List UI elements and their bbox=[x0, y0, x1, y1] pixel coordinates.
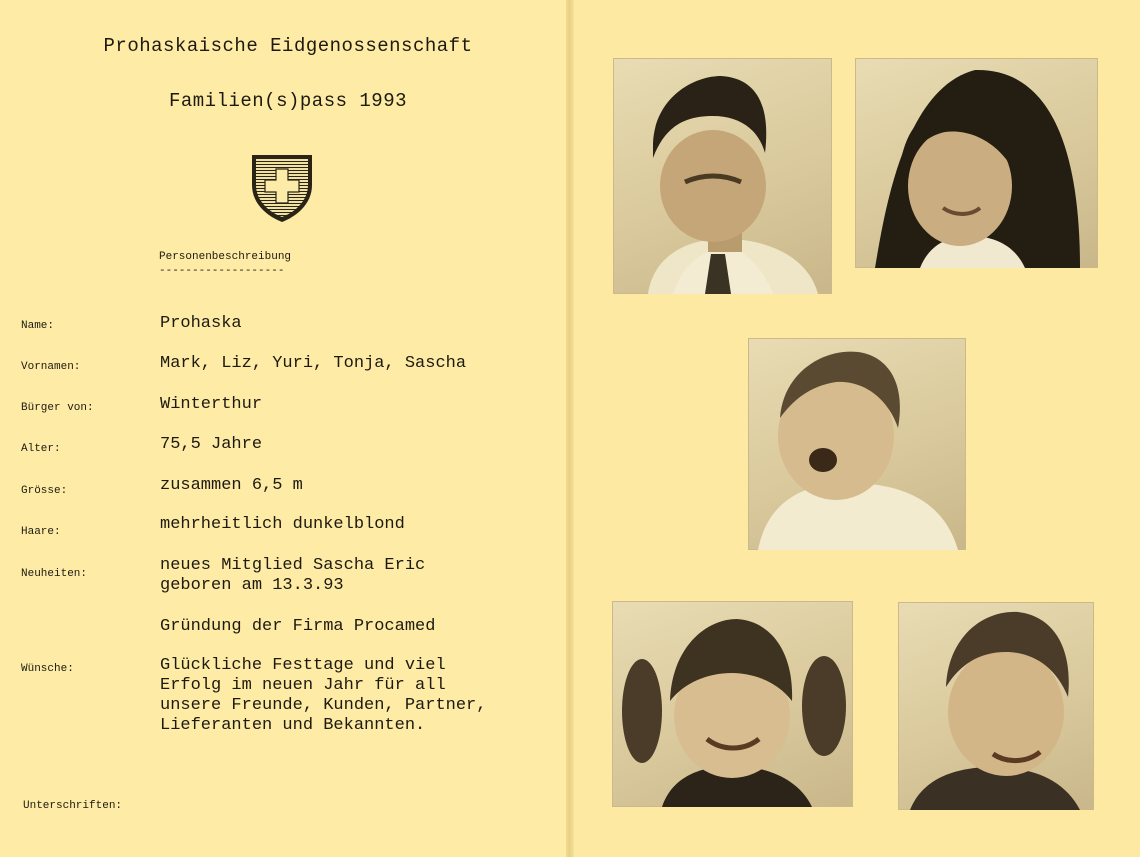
page-fold bbox=[566, 0, 574, 857]
vornamen-label: Vornamen: bbox=[21, 361, 81, 373]
document-subtitle: Familien(s)pass 1993 bbox=[168, 90, 408, 112]
unterschriften-label: Unterschriften: bbox=[23, 800, 123, 812]
photo-father bbox=[613, 58, 832, 294]
wuensche-line-4: Lieferanten und Bekannten. bbox=[160, 716, 426, 735]
photo-mother bbox=[855, 58, 1098, 268]
groesse-label: Grösse: bbox=[21, 485, 68, 497]
name-label: Name: bbox=[21, 320, 55, 332]
section-title: Personenbeschreibung bbox=[159, 251, 292, 263]
haare-value: mehrheitlich dunkelblond bbox=[160, 515, 405, 534]
document-title: Prohaskaische Eidgenossenschaft bbox=[103, 35, 473, 57]
photo-daughter bbox=[612, 601, 853, 807]
section-underline: ------------------- bbox=[159, 265, 285, 277]
alter-label: Alter: bbox=[21, 443, 61, 455]
alter-value: 75,5 Jahre bbox=[160, 435, 263, 454]
groesse-value: zusammen 6,5 m bbox=[160, 476, 303, 495]
neuheiten-label: Neuheiten: bbox=[21, 568, 88, 580]
neuheiten-line-3: Gründung der Firma Procamed bbox=[160, 617, 436, 636]
vornamen-value: Mark, Liz, Yuri, Tonja, Sascha bbox=[160, 354, 467, 373]
buerger-label: Bürger von: bbox=[21, 402, 94, 414]
photo-baby bbox=[748, 338, 966, 550]
photo-son bbox=[898, 602, 1094, 810]
neuheiten-line-2: geboren am 13.3.93 bbox=[160, 576, 344, 595]
neuheiten-line-1: neues Mitglied Sascha Eric bbox=[160, 556, 426, 575]
wuensche-label: Wünsche: bbox=[21, 663, 74, 675]
buerger-value: Winterthur bbox=[160, 395, 263, 414]
section-heading bbox=[159, 250, 291, 278]
haare-label: Haare: bbox=[21, 526, 61, 538]
wuensche-line-2: Erfolg im neuen Jahr für all bbox=[160, 676, 446, 695]
wuensche-line-3: unsere Freunde, Kunden, Partner, bbox=[160, 696, 487, 715]
name-value: Prohaska bbox=[160, 314, 242, 333]
wuensche-line-1: Glückliche Festtage und viel bbox=[160, 656, 446, 675]
swiss-crest-icon bbox=[249, 151, 315, 225]
